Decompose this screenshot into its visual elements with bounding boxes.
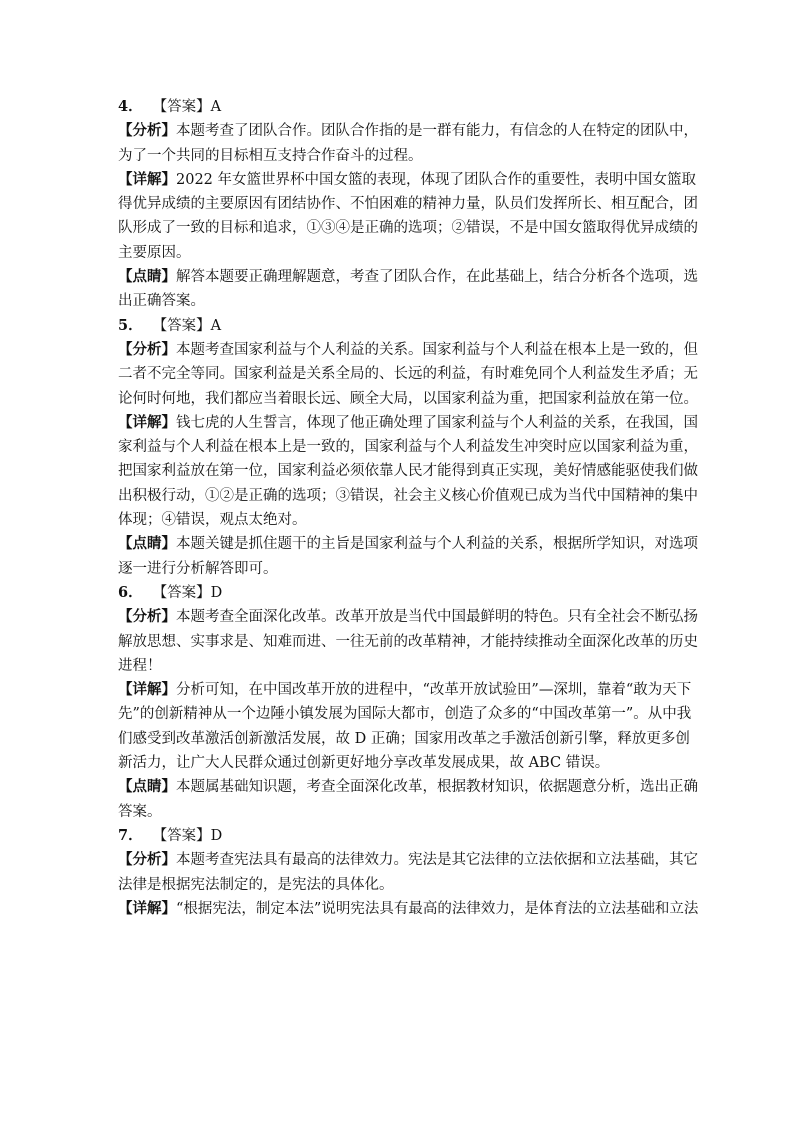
section-tag: 【分析】 (118, 340, 176, 358)
explanation-text: 进程！ (118, 657, 162, 674)
explanation-text: 本题考查国家利益与个人利益的关系。国家利益与个人利益在根本上是一致的，但 (176, 341, 698, 358)
explanation-line (118, 411, 698, 435)
explanation-line (118, 508, 678, 532)
explanation-text: 解答本题要正确理解题意，考查了团队合作，在此基础上，结合分析各个选项，选 (176, 269, 698, 286)
explanation-text: 答案。 (118, 803, 162, 820)
explanation-text: 们感受到改革激活创新激活发展，故 D 正确；国家用改革之手激活创新引擎，释放更多创 (118, 730, 690, 747)
question-number: 5． (118, 316, 143, 334)
explanation-line (118, 605, 698, 629)
question-answer-line (118, 824, 678, 848)
answer-label: 【答案】D (152, 827, 223, 844)
section-tag: 【详解】 (118, 681, 176, 699)
explanation-line (118, 873, 678, 897)
explanation-line (118, 557, 678, 581)
explanation-line (118, 265, 698, 289)
explanation-text: 钱七虎的人生誓言，体现了他正确处理了国家利益与个人利益的关系，在我国，国 (176, 414, 698, 431)
question-number: 7． (118, 826, 143, 844)
explanation-text: 分析可知，在中国改革开放的进程中，“改革开放试验田”—深圳，靠着“敢为天下 (176, 682, 692, 699)
explanation-text: 2022 年女篮世界杯中国女篮的表现，体现了团队合作的重要性，表明中国女篮取 (176, 171, 697, 188)
answer-explanations (118, 95, 699, 921)
explanation-line (118, 775, 698, 799)
explanation-text: 本题考查宪法具有最高的法律效力。宪法是其它法律的立法依据和立法基础，其它 (176, 852, 698, 869)
question-number: 4． (118, 98, 143, 115)
answer-label: 【答案】A (152, 317, 222, 334)
answer-label: 【答案】A (152, 99, 222, 115)
explanation-line (118, 216, 698, 240)
explanation-text: 逐一进行分析解答即可。 (118, 560, 278, 577)
explanation-line (118, 532, 698, 556)
explanation-text: 体现；④错误，观点太绝对。 (118, 512, 307, 529)
explanation-line (118, 751, 678, 775)
explanation-text: 主要原因。 (118, 244, 191, 261)
explanation-text: 本题考查了团队合作。团队合作指的是一群有能力，有信念的人在特定的团队中， (176, 123, 698, 140)
section-tag: 【点睛】 (118, 535, 176, 553)
explanation-line (118, 800, 678, 824)
explanation-line (118, 897, 699, 921)
explanation-line (118, 241, 678, 265)
explanation-text: 出正确答案。 (118, 293, 205, 310)
section-tag: 【分析】 (118, 608, 176, 626)
section-tag: 【详解】 (118, 170, 176, 188)
section-tag: 【点睛】 (118, 268, 176, 286)
explanation-text: 论何时何地，我们都应当着眼长远、顾全大局，以国家利益为重，把国家利益放在第一位。 (118, 390, 698, 407)
explanation-line (118, 289, 678, 313)
explanation-text: 把国家利益放在第一位，国家利益必须依靠人民才能得到真正实现，美好情感能驱使我们做 (118, 463, 698, 480)
explanation-text: 新活力，让广大人民群众通过创新更好地分享改革发展成果，故 ABC 错误。 (118, 755, 610, 772)
explanation-line (118, 630, 698, 654)
explanation-line (118, 848, 698, 872)
explanation-line (118, 338, 698, 362)
explanation-line (118, 459, 698, 483)
explanation-text: 本题考查全面深化改革。改革开放是当代中国最鲜明的特色。只有全社会不断弘扬 (176, 609, 698, 626)
answer-label: 【答案】D (152, 584, 223, 601)
explanation-text: 出积极行动，①②是正确的选项；③错误，社会主义核心价值观已成为当代中国精神的集中 (118, 487, 698, 504)
question-answer-line (118, 314, 678, 338)
section-tag: 【分析】 (118, 851, 176, 869)
explanation-text: 家利益与个人利益在根本上是一致的，国家利益与个人利益发生冲突时应以国家利益为重， (118, 439, 698, 456)
explanation-line (118, 119, 698, 143)
explanation-line (118, 702, 692, 726)
explanation-line (118, 387, 698, 411)
explanation-line (118, 435, 698, 459)
explanation-text: 为了一个共同的目标相互支持合作奋斗的过程。 (118, 147, 423, 164)
explanation-text: 队形成了一致的目标和追求，①③④是正确的选项；②错误，不是中国女篮取得优异成绩的 (118, 220, 698, 237)
explanation-text: 二者不完全等同。国家利益是关系全局的、长远的利益，有时难免同个人利益发生矛盾；无 (118, 366, 698, 383)
question-answer-line (118, 95, 678, 119)
explanation-line (118, 484, 698, 508)
explanation-text: 本题关键是抓住题干的主旨是国家利益与个人利益的关系，根据所学知识，对选项 (176, 536, 698, 553)
explanation-line (118, 654, 678, 678)
question-answer-line (118, 581, 678, 605)
explanation-line (118, 362, 698, 386)
explanation-text: “根据宪法，制定本法”说明宪法具有最高的法律效力，是体育法的立法基础和立法 (176, 900, 699, 917)
section-tag: 【详解】 (118, 413, 176, 431)
question-number: 6． (118, 583, 143, 601)
explanation-line (118, 192, 698, 216)
explanation-text: 得优异成绩的主要原因有团结协作、不怕困难的精神力量，队员们发挥所长、相互配合，团 (118, 196, 698, 213)
section-tag: 【详解】 (118, 899, 176, 917)
explanation-line (118, 678, 692, 702)
explanation-line (118, 727, 690, 751)
explanation-line (118, 144, 678, 168)
explanation-text: 先”的创新精神从一个边陲小镇发展为国际大都市，创造了众多的“中国改革第一”。从中我 (118, 706, 692, 723)
section-tag: 【分析】 (118, 122, 176, 140)
explanation-line (118, 168, 697, 192)
explanation-text: 本题属基础知识题，考查全面深化改革，根据教材知识，依据题意分析，选出正确 (176, 779, 698, 796)
explanation-text: 解放思想、实事求是、知难而进、一往无前的改革精神，才能持续推动全面深化改革的历史 (118, 633, 698, 650)
explanation-text: 法律是根据宪法制定的，是宪法的具体化。 (118, 876, 394, 893)
section-tag: 【点睛】 (118, 778, 176, 796)
